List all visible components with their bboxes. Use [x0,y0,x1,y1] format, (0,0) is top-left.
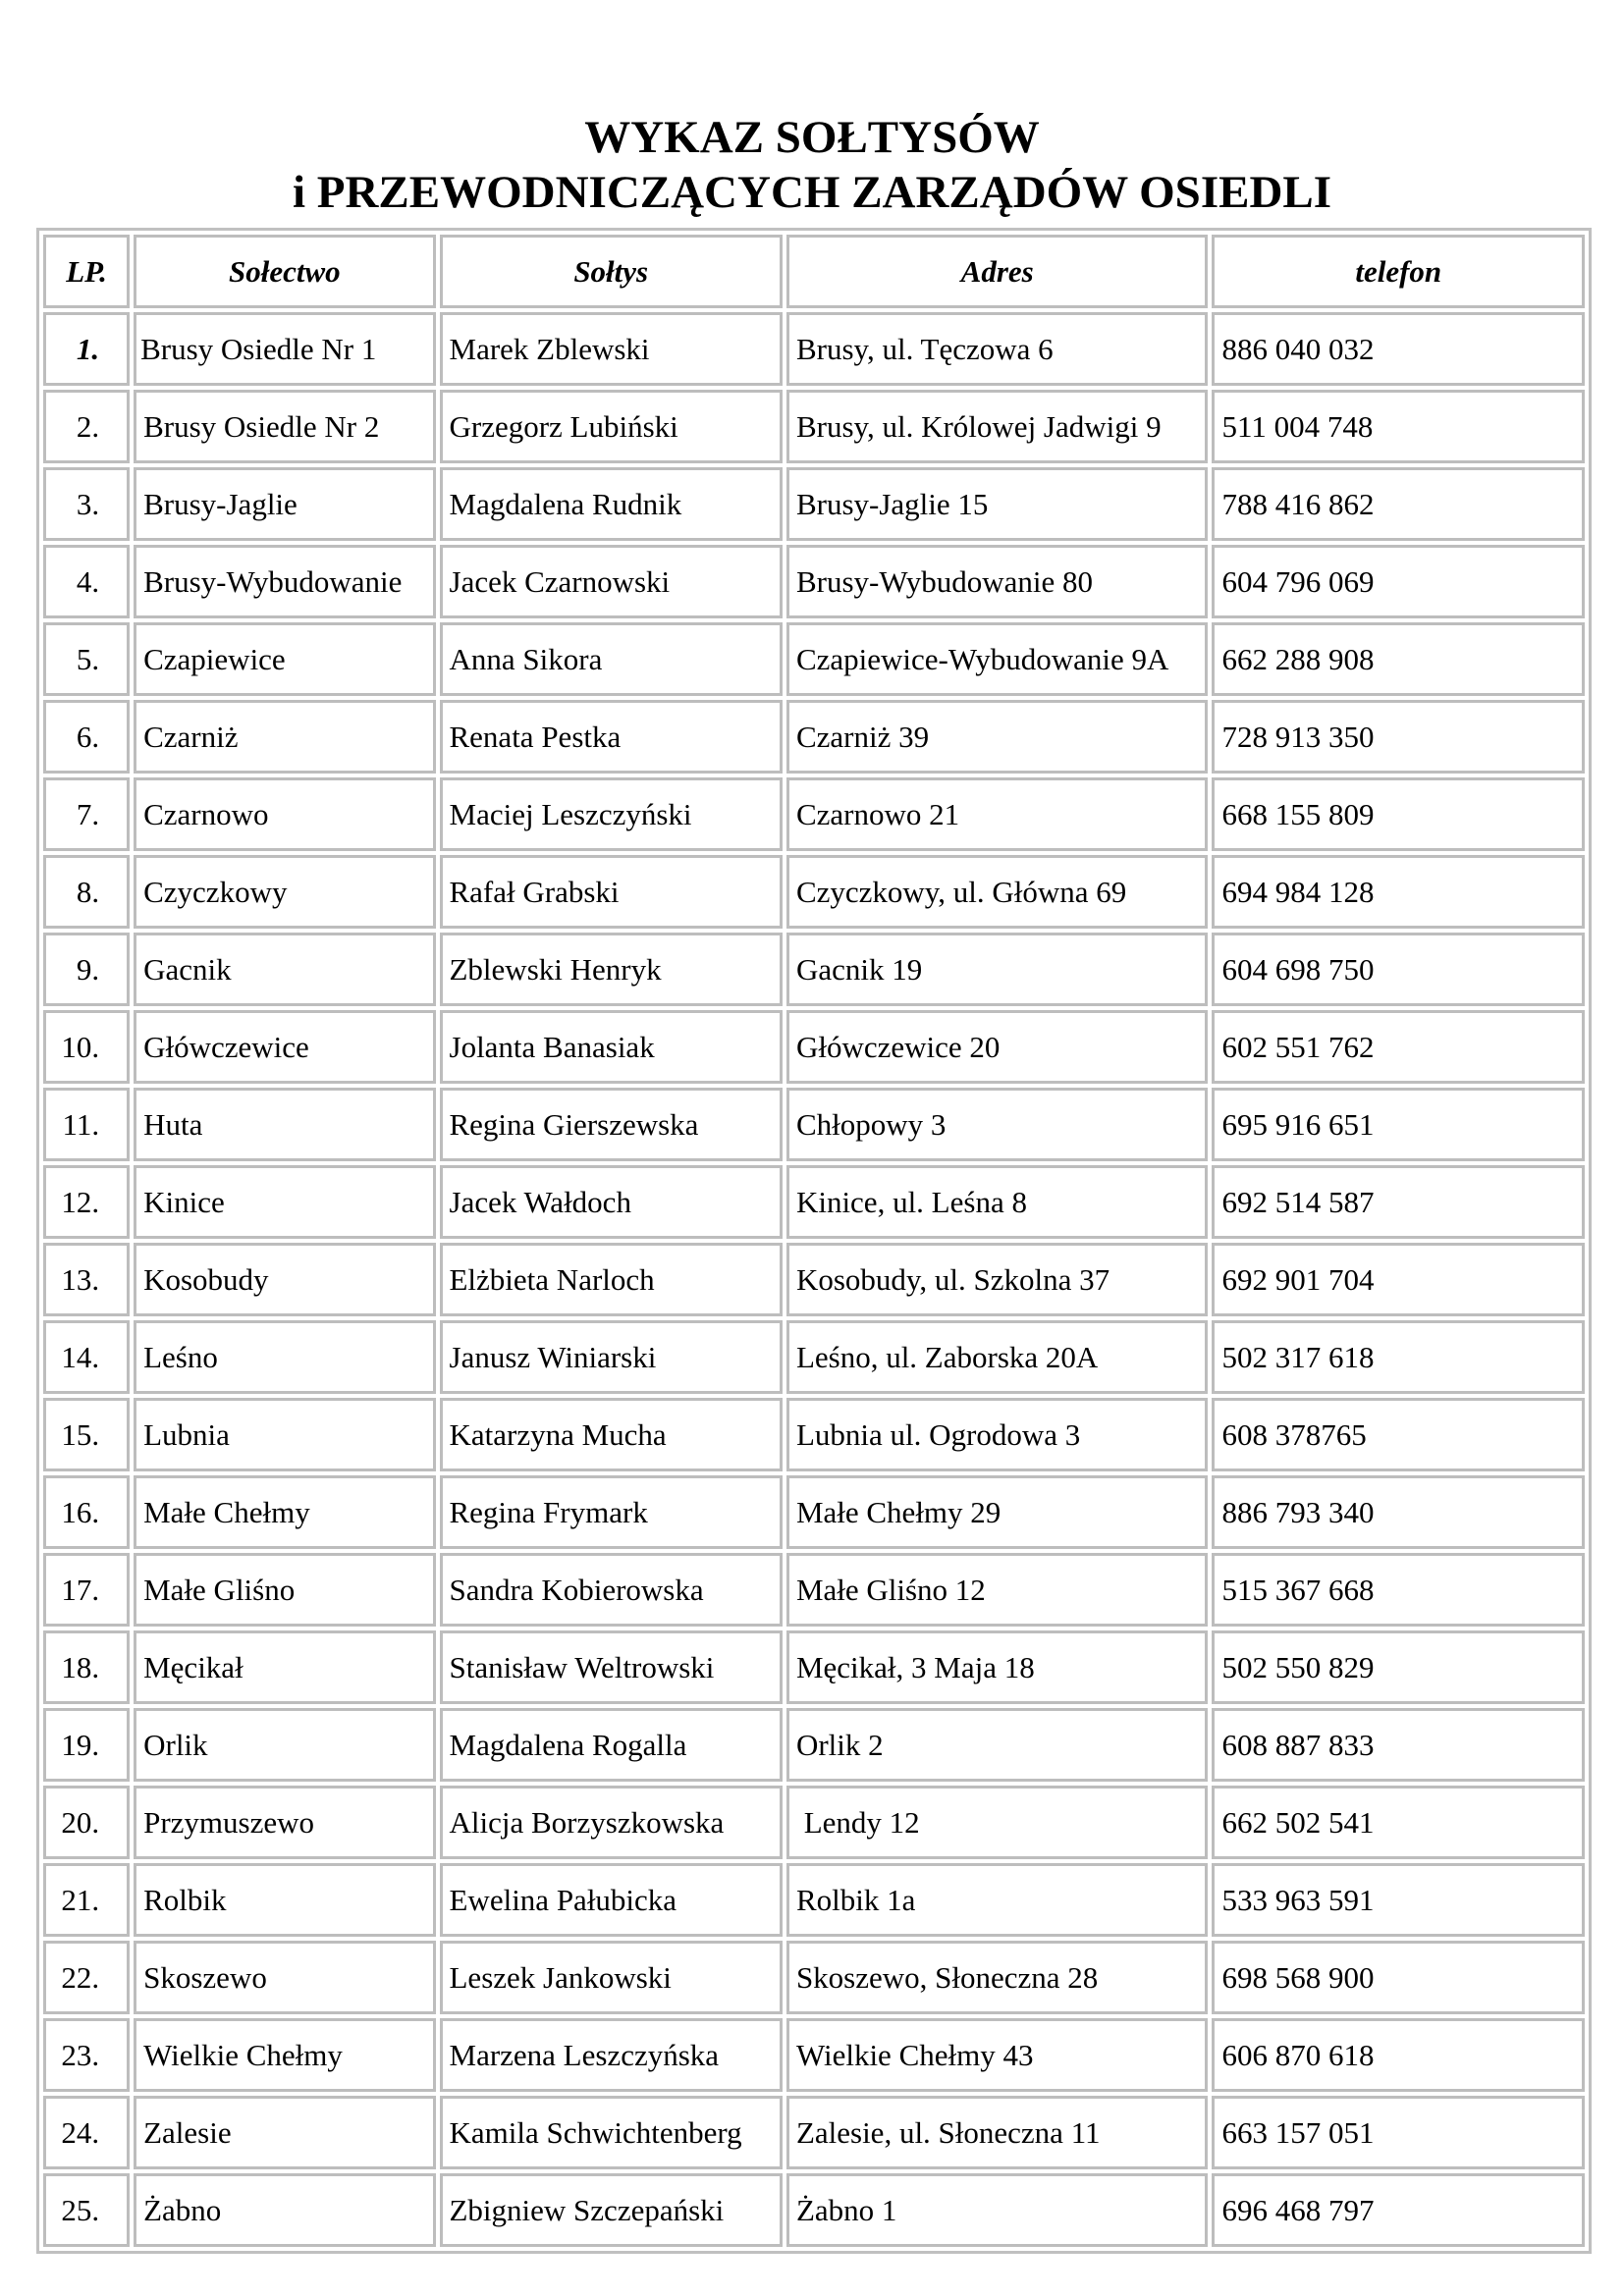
cell-adres: Czyczkowy, ul. Główna 69 [786,855,1209,929]
cell-telefon: 696 468 797 [1212,2173,1585,2247]
table-row [43,2173,1585,2247]
table-row [43,2018,1585,2092]
cell-lp: 15. [43,1398,130,1471]
header-lp: LP. [43,235,130,308]
cell-adres: Rolbik 1a [786,1863,1209,1937]
cell-lp: 18. [43,1630,130,1704]
table-row [43,622,1585,696]
table-body [43,312,1585,2247]
cell-lp: 14. [43,1320,130,1394]
cell-adres: Małe Chełmy 29 [786,1475,1209,1549]
cell-adres: Orlik 2 [786,1708,1209,1782]
cell-telefon: 608 378765 [1212,1398,1585,1471]
cell-soltys: Kamila Schwichtenberg [440,2096,783,2169]
cell-telefon: 662 288 908 [1212,622,1585,696]
cell-soltys: Jacek Czarnowski [440,545,783,618]
cell-lp: 23. [43,2018,130,2092]
cell-adres: Skoszewo, Słoneczna 28 [786,1941,1209,2014]
cell-adres: Małe Gliśno 12 [786,1553,1209,1627]
cell-telefon: 604 796 069 [1212,545,1585,618]
cell-solectwo: Męcikał [134,1630,435,1704]
table-row [43,1165,1585,1239]
cell-telefon: 663 157 051 [1212,2096,1585,2169]
cell-adres: Zalesie, ul. Słoneczna 11 [786,2096,1209,2169]
cell-solectwo: Małe Gliśno [134,1553,435,1627]
cell-lp: 3. [43,467,130,541]
header-adres: Adres [786,235,1209,308]
cell-soltys: Sandra Kobierowska [440,1553,783,1627]
cell-adres: Lendy 12 [786,1786,1209,1859]
cell-lp: 12. [43,1165,130,1239]
cell-lp: 24. [43,2096,130,2169]
table-row [43,1088,1585,1161]
table-row [43,1786,1585,1859]
table-row [43,933,1585,1006]
table-row [43,390,1585,463]
cell-soltys: Regina Gierszewska [440,1088,783,1161]
table-header-row [43,235,1585,308]
cell-adres: Brusy, ul. Tęczowa 6 [786,312,1209,386]
cell-solectwo: Huta [134,1088,435,1161]
cell-adres: Brusy, ul. Królowej Jadwigi 9 [786,390,1209,463]
cell-lp: 1. [43,312,130,386]
cell-soltys: Magdalena Rogalla [440,1708,783,1782]
cell-soltys: Jacek Wałdoch [440,1165,783,1239]
cell-lp: 19. [43,1708,130,1782]
cell-soltys: Anna Sikora [440,622,783,696]
cell-telefon: 788 416 862 [1212,467,1585,541]
cell-solectwo: Wielkie Chełmy [134,2018,435,2092]
cell-telefon: 502 550 829 [1212,1630,1585,1704]
cell-solectwo: Czapiewice [134,622,435,696]
cell-soltys: Janusz Winiarski [440,1320,783,1394]
cell-solectwo: Czyczkowy [134,855,435,929]
table-row [43,700,1585,774]
cell-soltys: Zblewski Henryk [440,933,783,1006]
cell-lp: 4. [43,545,130,618]
cell-adres: Wielkie Chełmy 43 [786,2018,1209,2092]
cell-telefon: 886 040 032 [1212,312,1585,386]
cell-lp: 22. [43,1941,130,2014]
cell-lp: 5. [43,622,130,696]
cell-adres: Czarnowo 21 [786,777,1209,851]
document-title [0,110,1624,220]
cell-solectwo: Przymuszewo [134,1786,435,1859]
cell-lp: 11. [43,1088,130,1161]
cell-soltys: Marek Zblewski [440,312,783,386]
table-row [43,1320,1585,1394]
cell-telefon: 692 514 587 [1212,1165,1585,1239]
cell-telefon: 698 568 900 [1212,1941,1585,2014]
cell-solectwo: Żabno [134,2173,435,2247]
cell-telefon: 695 916 651 [1212,1088,1585,1161]
cell-telefon: 604 698 750 [1212,933,1585,1006]
cell-telefon: 533 963 591 [1212,1863,1585,1937]
cell-adres: Żabno 1 [786,2173,1209,2247]
cell-adres: Czapiewice-Wybudowanie 9A [786,622,1209,696]
cell-solectwo: Skoszewo [134,1941,435,2014]
cell-solectwo: Małe Chełmy [134,1475,435,1549]
cell-adres: Gacnik 19 [786,933,1209,1006]
cell-solectwo: Leśno [134,1320,435,1394]
cell-adres: Leśno, ul. Zaborska 20A [786,1320,1209,1394]
header-solectwo: Sołectwo [134,235,435,308]
cell-telefon: 694 984 128 [1212,855,1585,929]
cell-telefon: 692 901 704 [1212,1243,1585,1316]
title-line-1: WYKAZ SOŁTYSÓW [584,112,1040,163]
table-row [43,467,1585,541]
title-line-2: i PRZEWODNICZĄCYCH ZARZĄDÓW OSIEDLI [292,167,1332,218]
cell-adres: Chłopowy 3 [786,1088,1209,1161]
table-row [43,777,1585,851]
cell-soltys: Elżbieta Narloch [440,1243,783,1316]
cell-lp: 17. [43,1553,130,1627]
cell-soltys: Regina Frymark [440,1475,783,1549]
table-row [43,1863,1585,1937]
cell-adres: Czarniż 39 [786,700,1209,774]
table-row [43,312,1585,386]
cell-telefon: 602 551 762 [1212,1010,1585,1084]
cell-telefon: 728 913 350 [1212,700,1585,774]
cell-adres: Kosobudy, ul. Szkolna 37 [786,1243,1209,1316]
cell-soltys: Zbigniew Szczepański [440,2173,783,2247]
cell-soltys: Stanisław Weltrowski [440,1630,783,1704]
cell-telefon: 662 502 541 [1212,1786,1585,1859]
cell-soltys: Magdalena Rudnik [440,467,783,541]
table-row [43,1243,1585,1316]
cell-telefon: 606 870 618 [1212,2018,1585,2092]
cell-solectwo: Lubnia [134,1398,435,1471]
cell-lp: 9. [43,933,130,1006]
cell-soltys: Renata Pestka [440,700,783,774]
cell-adres: Główczewice 20 [786,1010,1209,1084]
cell-telefon: 502 317 618 [1212,1320,1585,1394]
cell-adres: Męcikał, 3 Maja 18 [786,1630,1209,1704]
cell-solectwo: Gacnik [134,933,435,1006]
cell-solectwo: Brusy-Jaglie [134,467,435,541]
cell-telefon: 886 793 340 [1212,1475,1585,1549]
cell-adres: Brusy-Jaglie 15 [786,467,1209,541]
header-soltys: Sołtys [440,235,783,308]
cell-soltys: Leszek Jankowski [440,1941,783,2014]
table-row [43,855,1585,929]
table-row [43,2096,1585,2169]
cell-telefon: 515 367 668 [1212,1553,1585,1627]
cell-adres: Lubnia ul. Ogrodowa 3 [786,1398,1209,1471]
table-row [43,1010,1585,1084]
soltys-table [36,228,1592,2254]
cell-lp: 21. [43,1863,130,1937]
cell-solectwo: Zalesie [134,2096,435,2169]
cell-solectwo: Brusy-Wybudowanie [134,545,435,618]
cell-lp: 13. [43,1243,130,1316]
cell-lp: 10. [43,1010,130,1084]
cell-telefon: 608 887 833 [1212,1708,1585,1782]
cell-lp: 20. [43,1786,130,1859]
cell-soltys: Maciej Leszczyński [440,777,783,851]
cell-solectwo: Orlik [134,1708,435,1782]
cell-soltys: Jolanta Banasiak [440,1010,783,1084]
cell-lp: 2. [43,390,130,463]
cell-soltys: Alicja Borzyszkowska [440,1786,783,1859]
header-telefon: telefon [1212,235,1585,308]
cell-adres: Kinice, ul. Leśna 8 [786,1165,1209,1239]
cell-lp: 16. [43,1475,130,1549]
table-row [43,1398,1585,1471]
cell-solectwo: Kosobudy [134,1243,435,1316]
table-row [43,1708,1585,1782]
table-row [43,1630,1585,1704]
cell-lp: 8. [43,855,130,929]
cell-soltys: Rafał Grabski [440,855,783,929]
cell-lp: 7. [43,777,130,851]
cell-soltys: Ewelina Pałubicka [440,1863,783,1937]
cell-solectwo: Brusy Osiedle Nr 2 [134,390,435,463]
cell-solectwo: Kinice [134,1165,435,1239]
cell-soltys: Marzena Leszczyńska [440,2018,783,2092]
table-row [43,1553,1585,1627]
cell-solectwo: Rolbik [134,1863,435,1937]
cell-solectwo: Główczewice [134,1010,435,1084]
table-row [43,1475,1585,1549]
cell-solectwo: Brusy Osiedle Nr 1 [134,312,435,386]
cell-telefon: 511 004 748 [1212,390,1585,463]
cell-soltys: Katarzyna Mucha [440,1398,783,1471]
cell-telefon: 668 155 809 [1212,777,1585,851]
cell-adres: Brusy-Wybudowanie 80 [786,545,1209,618]
cell-lp: 6. [43,700,130,774]
cell-lp: 25. [43,2173,130,2247]
cell-solectwo: Czarniż [134,700,435,774]
table-row [43,545,1585,618]
table-row [43,1941,1585,2014]
cell-solectwo: Czarnowo [134,777,435,851]
cell-soltys: Grzegorz Lubiński [440,390,783,463]
